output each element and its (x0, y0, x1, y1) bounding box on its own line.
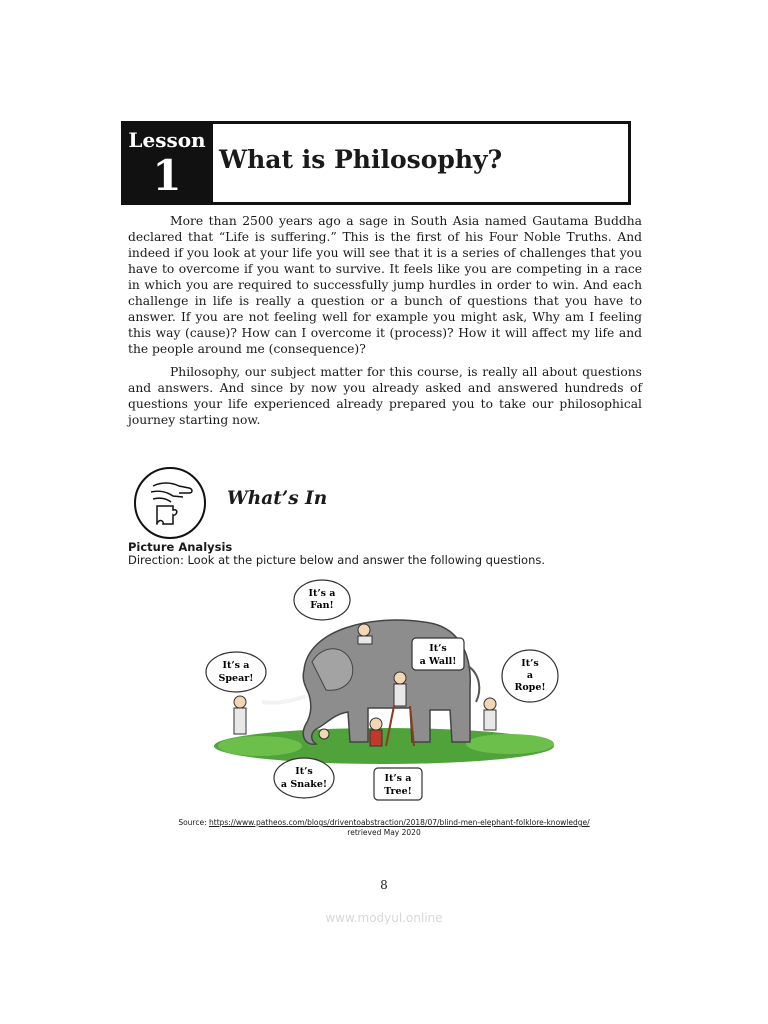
lesson-title-area (210, 124, 628, 202)
source-link[interactable]: https://www.patheos.com/blogs/driventoabstraction/2018/07/blind-men-elephant-folklore-knowledge/ (209, 818, 590, 827)
speech-bubble-wall (412, 638, 464, 670)
svg-text:a Snake!: a Snake! (280, 779, 328, 790)
lesson-badge (124, 124, 210, 202)
speech-bubble-rope (502, 650, 558, 702)
lesson-title: What is Philosophy? (219, 144, 503, 174)
speech-bubble-spear (206, 652, 266, 692)
page-number: 8 (380, 878, 388, 892)
paragraph-intro: More than 2500 years ago a sage in South Asia named Gautama Buddha declared that “Life is suffering.” This is the first of his Four Noble Truths. And indeed if you look at your life you will see that it is a series of challenges that you have to overcome if you want to survive. It feels like you are competing in a race in which you are required to successfully jump hurdles in order to win. And each challenge in life is really a question or a bunch of questions that you have to answer. If you are not feeling well for example you might ask, Why am I feeling this way (cause)? How can I overcome it (process)? How it will affect my life and the people around me (consequence)? (128, 214, 642, 356)
svg-text:Rope!: Rope! (514, 682, 546, 693)
section-title: What’s In (227, 488, 328, 509)
svg-text:It’s: It’s (521, 658, 539, 669)
direction-text: Direction: Look at the picture below and answer the following questions. (128, 553, 545, 567)
svg-text:It’s a: It’s a (222, 660, 250, 671)
svg-text:Spear!: Spear! (218, 673, 254, 684)
source-retrieved: retrieved May 2020 (347, 828, 421, 837)
svg-text:It’s a: It’s a (308, 588, 336, 599)
svg-text:a Wall!: a Wall! (419, 656, 457, 667)
picture-analysis-label: Picture Analysis (128, 540, 233, 554)
watermark: www.modyul.online (325, 911, 443, 925)
lesson-number: 1 (152, 151, 182, 200)
speech-bubble-fan (294, 580, 350, 620)
svg-text:Fan!: Fan! (310, 600, 334, 611)
svg-text:It’s: It’s (429, 643, 447, 654)
source-prefix: Source: (178, 818, 209, 827)
svg-text:Tree!: Tree! (384, 786, 412, 797)
svg-text:It’s a: It’s a (384, 773, 412, 784)
speech-bubble-tree (374, 768, 422, 800)
image-source-citation (150, 818, 618, 838)
speech-bubble-snake (274, 758, 334, 798)
lesson-label: Lesson (128, 128, 206, 152)
blind-men-elephant-illustration (200, 578, 568, 806)
hand-puzzle-icon (133, 466, 207, 540)
svg-text:a: a (526, 670, 534, 681)
grass-ground (214, 728, 554, 764)
lesson-header (121, 121, 631, 205)
paragraph-philosophy: Philosophy, our subject matter for this course, is really all about questions and answers. And since by now you already asked and answered hundreds of questions your life experienced already prepared you to take our philosophical journey starting now. (128, 365, 642, 427)
svg-text:It’s: It’s (295, 766, 313, 777)
